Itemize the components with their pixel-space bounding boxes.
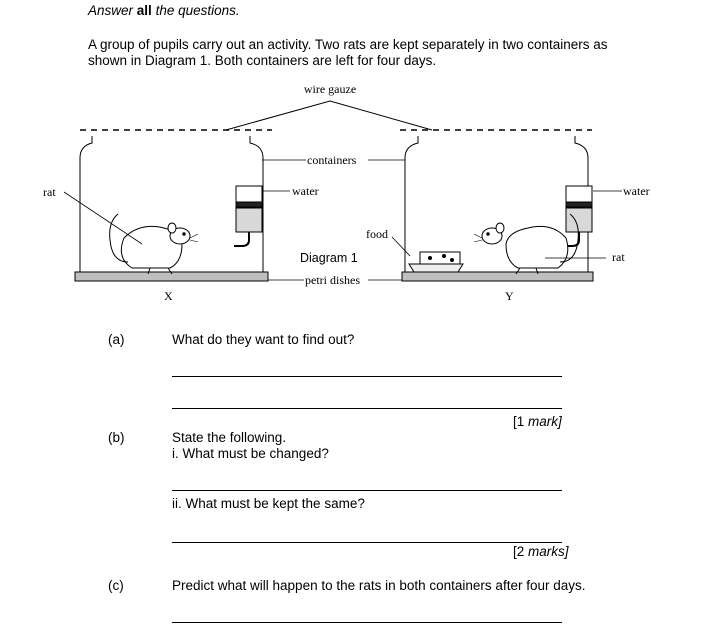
mark-a — [513, 414, 562, 429]
instruction-suffix: the questions. — [155, 3, 240, 18]
intro-line-2: shown in Diagram 1. Both containers are left for four days. — [88, 53, 437, 68]
question-b-text: State the following. — [172, 430, 287, 445]
rat-y — [474, 214, 578, 274]
mark-b-num: [2 — [513, 544, 525, 559]
label-water-right: water — [623, 184, 650, 198]
question-b-sub1: i. What must be changed? — [172, 446, 329, 461]
label-container-x: X — [164, 289, 173, 303]
intro-line-1: A group of pupils carry out an activity. Two rats are kept separately in two containers as — [88, 37, 608, 52]
label-wire-gauze: wire gauze — [303, 82, 357, 96]
diagram-caption: Diagram 1 — [300, 251, 358, 265]
water-bottle-left — [234, 186, 262, 246]
answer-line-b2[interactable] — [172, 542, 562, 543]
answer-line-a1[interactable] — [172, 376, 562, 377]
intro-paragraph — [88, 37, 688, 69]
label-rat-right: rat — [612, 250, 625, 264]
label-containers: containers — [307, 153, 357, 167]
question-c-label: (c) — [108, 578, 124, 593]
label-water-left: water — [292, 184, 319, 198]
label-rat-left: rat — [43, 185, 56, 199]
answer-line-c1[interactable] — [172, 622, 562, 623]
diagram-1 — [0, 78, 728, 310]
question-a-text: What do they want to find out? — [172, 332, 355, 347]
label-petri-dishes: petri dishes — [305, 273, 360, 287]
question-b-label: (b) — [108, 430, 125, 445]
question-c-text: Predict what will happen to the rats in both containers after four days. — [172, 578, 586, 593]
instruction-prefix: Answer — [88, 3, 134, 18]
instruction-bold: all — [136, 3, 152, 18]
instruction — [88, 3, 240, 18]
mark-b-word: marks] — [528, 544, 569, 559]
question-a-label: (a) — [108, 332, 125, 347]
mark-a-num: [1 — [513, 414, 525, 429]
rat-x — [110, 214, 198, 274]
answer-line-b1[interactable] — [172, 490, 562, 491]
mark-b — [513, 544, 569, 559]
label-food: food — [366, 227, 388, 241]
answer-line-a2[interactable] — [172, 408, 562, 409]
mark-a-word: mark] — [528, 414, 562, 429]
wire-gauze — [80, 101, 592, 130]
food-dish — [409, 252, 463, 272]
label-container-y: Y — [505, 289, 514, 303]
question-b-sub2: ii. What must be kept the same? — [172, 496, 365, 511]
